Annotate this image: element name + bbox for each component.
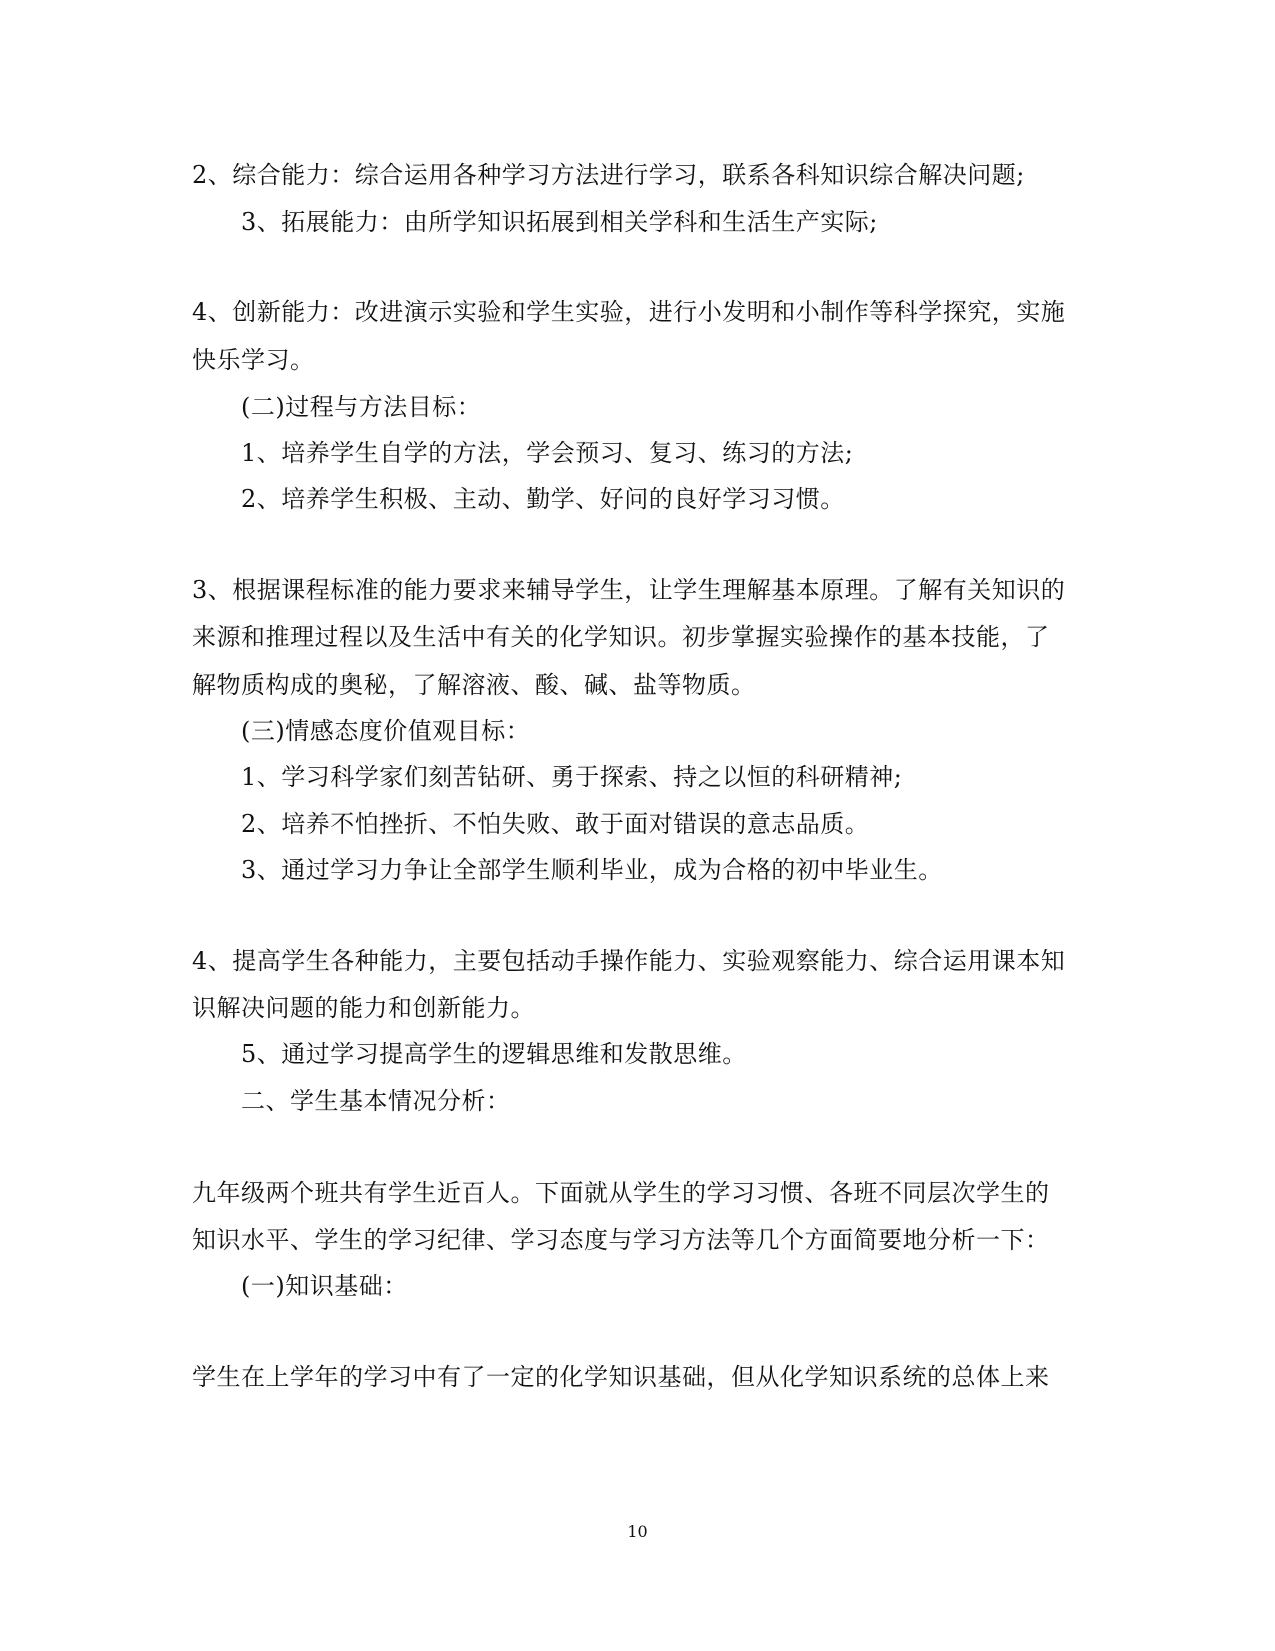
text-line: 1、培养学生自学的方法，学会预习、复习、练习的方法;: [241, 439, 854, 467]
text-line: 3、通过学习力争让全部学生顺利毕业，成为合格的初中毕业生。: [241, 856, 943, 884]
text-line: 学生在上学年的学习中有了一定的化学知识基础，但从化学知识系统的总体上来: [192, 1363, 1050, 1391]
text-line: 2、培养不怕挫折、不怕失败、敢于面对错误的意志品质。: [241, 810, 870, 838]
section-heading: (三)情感态度价值观目标：: [241, 717, 531, 745]
text-line: 来源和推理过程以及生活中有关的化学知识。初步掌握实验操作的基本技能，了: [192, 623, 1050, 651]
text-line: 2、综合能力：综合运用各种学习方法进行学习，联系各科知识综合解决问题;: [192, 161, 1025, 189]
text-line: 知识水平、学生的学习纪律、学习态度与学习方法等几个方面简要地分析一下：: [192, 1226, 1050, 1254]
text-line: 4、创新能力：改进演示实验和学生实验，进行小发明和小制作等科学探究，实施: [192, 298, 1066, 326]
text-line: 1、学习科学家们刻苦钻研、勇于探索、持之以恒的科研精神;: [241, 763, 903, 791]
section-heading: (二)过程与方法目标：: [241, 393, 482, 421]
text-line: 识解决问题的能力和创新能力。: [192, 994, 535, 1022]
text-line: 3、拓展能力：由所学知识拓展到相关学科和生活生产实际;: [241, 208, 878, 236]
text-line: 九年级两个班共有学生近百人。下面就从学生的学习习惯、各班不同层次学生的: [192, 1179, 1050, 1207]
text-line: 快乐学习。: [192, 346, 315, 374]
section-heading: (一)知识基础：: [241, 1272, 408, 1300]
text-line: 4、提高学生各种能力，主要包括动手操作能力、实验观察能力、综合运用课本知: [192, 947, 1066, 975]
text-line: 2、培养学生积极、主动、勤学、好问的良好学习习惯。: [241, 485, 845, 513]
text-line: 解物质构成的奥秘，了解溶液、酸、碱、盐等物质。: [192, 671, 756, 699]
section-heading: 二、学生基本情况分析：: [241, 1087, 511, 1115]
text-line: 3、根据课程标准的能力要求来辅导学生，让学生理解基本原理。了解有关知识的: [192, 576, 1066, 604]
text-line: 5、通过学习提高学生的逻辑思维和发散思维。: [241, 1040, 747, 1068]
page-number: 10: [627, 1522, 648, 1541]
